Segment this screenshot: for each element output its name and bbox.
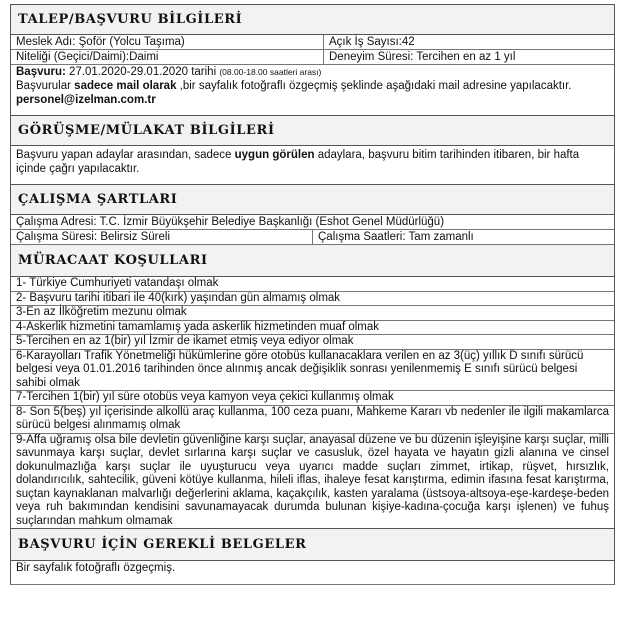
section-title-calisma: ÇALIŞMA ŞARTLARI (11, 185, 614, 215)
muracaat-list (11, 277, 614, 529)
meslek-row (11, 35, 614, 50)
mail-text-bold: sadece mail olarak (74, 80, 177, 92)
list-item: 9-Affa uğramış olsa bile devletin güvenliğine karşı suçlar, anayasal düzene ve bu düzenin işleyişine karşı suçlar, milli savunmaya karşı suçlar, devlet sırlarına karşı suçlar ve casusluk, özel hayata ve hayatın gizli alanına ve cinsel dokunulmazlığa karşı suçlar ile uyuşturucu veya uyarıcı madde suçları zimmet, irtikap, rüşvet, hırsızlık, dolandırıcılık, sahtecilik, güveni kötüye kullanma, hileli iflas, ihaleye fesat karıştırma, edimin ifasına fesat karıştırma, suçtan kaynaklanan malvarlığı değerlerini aklama, kaçakçılık, kasten yaralama (üstsoya-altsoya-eşe-kardeşe-beden veya ruh bakımından kendisini savunamayacak durumda bulunan kişiye-kadına-çocuğa karşı işlenen) ve fuhuş suçlarından mahkum olmamak (11, 434, 614, 530)
email-address[interactable]: personel@izelman.com.tr (16, 94, 156, 106)
gorusme-text-bold: uygun görülen (234, 149, 315, 161)
gorusme-text-block (11, 146, 614, 185)
gorusme-text-pre: Başvuru yapan adaylar arasından, sadece (16, 149, 235, 161)
section-title-muracaat: MÜRACAAT KOŞULLARI (11, 245, 614, 277)
calisma-adresi: Çalışma Adresi: T.C. İzmir Büyükşehir Belediye Başkanlığı (Eshot Genel Müdürlüğü) (16, 216, 445, 228)
meslek-adi: Meslek Adı: Şoför (Yolcu Taşıma) (16, 36, 185, 48)
belgeler-item: Bir sayfalık fotoğraflı özgeçmiş. (11, 561, 614, 585)
mail-text-pre: Başvurular (16, 80, 75, 92)
section-title-gorusme: GÖRÜŞME/MÜLAKAT BİLGİLERİ (11, 116, 614, 146)
list-item: 8- Son 5(beş) yıl içerisinde alkollü araç kullanma, 100 ceza puanı, Mahkeme Kararı vb nedenler ile ilgili makamlarca sürücü belgesi alınmamış olmak (11, 406, 614, 434)
mail-text-post: ,bir sayfalık fotoğraflı özgeçmiş şeklinde aşağıdaki mail adresine yapılacaktır. (176, 80, 572, 92)
section-title-belgeler: BAŞVURU İÇİN GEREKLİ BELGELER (11, 529, 614, 561)
email-line (11, 93, 614, 107)
list-item: 1- Türkiye Cumhuriyeti vatandaşı olmak (11, 277, 614, 292)
basvuru-hours: (08.00-18.00 saatleri arası) (219, 67, 322, 77)
nitelik: Niteliği (Geçici/Daimi):Daimi (16, 51, 159, 63)
basvuru-mail-line (11, 79, 614, 93)
basvuru-label: Başvuru: (16, 66, 66, 78)
basvuru-dates: 27.01.2020-29.01.2020 tarihi (65, 66, 220, 78)
list-item: 7-Tercihen 1(bir) yıl süre otobüs veya kamyon veya çekici kullanmış olmak (11, 391, 614, 406)
gorusme-text-post: adaylara, başvuru bitim tarihinden itibaren, bir hafta içinde çağrı yapılacaktır. (16, 149, 580, 175)
deneyim-suresi: Deneyim Süresi: Tercihen en az 1 yıl (323, 50, 614, 64)
list-item: 3-En az İlköğretim mezunu olmak (11, 306, 614, 321)
basvuru-dates-line (11, 65, 614, 79)
gorusme-text (11, 146, 614, 176)
calisma-adres-row (11, 215, 614, 230)
list-item: 6-Karayolları Trafik Yönetmeliği hükümlerine göre otobüs kullanacaklara verilen en az 3(üç) yıllık D sınıfı sürücü belgesi veya 01.01.2016 tarihinden önce alınmış ancak değişiklik sonrası yenilenmemiş E sınıfı sürücü belgesi sahibi olmak (11, 350, 614, 392)
list-item: 5-Tercihen en az 1(bir) yıl İzmir de ikamet etmiş veya ediyor olmak (11, 335, 614, 350)
nitelik-row (11, 50, 614, 65)
basvuru-info (11, 65, 614, 116)
acik-is-sayisi: Açık İş Sayısı:42 (323, 35, 614, 49)
job-posting-document (10, 4, 615, 585)
section-title-talep: TALEP/BAŞVURU BİLGİLERİ (11, 5, 614, 35)
calisma-suresi: Çalışma Süresi: Belirsiz Süreli (16, 231, 171, 243)
calisma-saatleri: Çalışma Saatleri: Tam zamanlı (312, 230, 614, 244)
list-item: 2- Başvuru tarihi itibari ile 40(kırk) yaşından gün almamış olmak (11, 292, 614, 307)
list-item: 4-Askerlik hizmetini tamamlamış yada askerlik hizmetinden muaf olmak (11, 321, 614, 336)
calisma-sure-row (11, 230, 614, 245)
